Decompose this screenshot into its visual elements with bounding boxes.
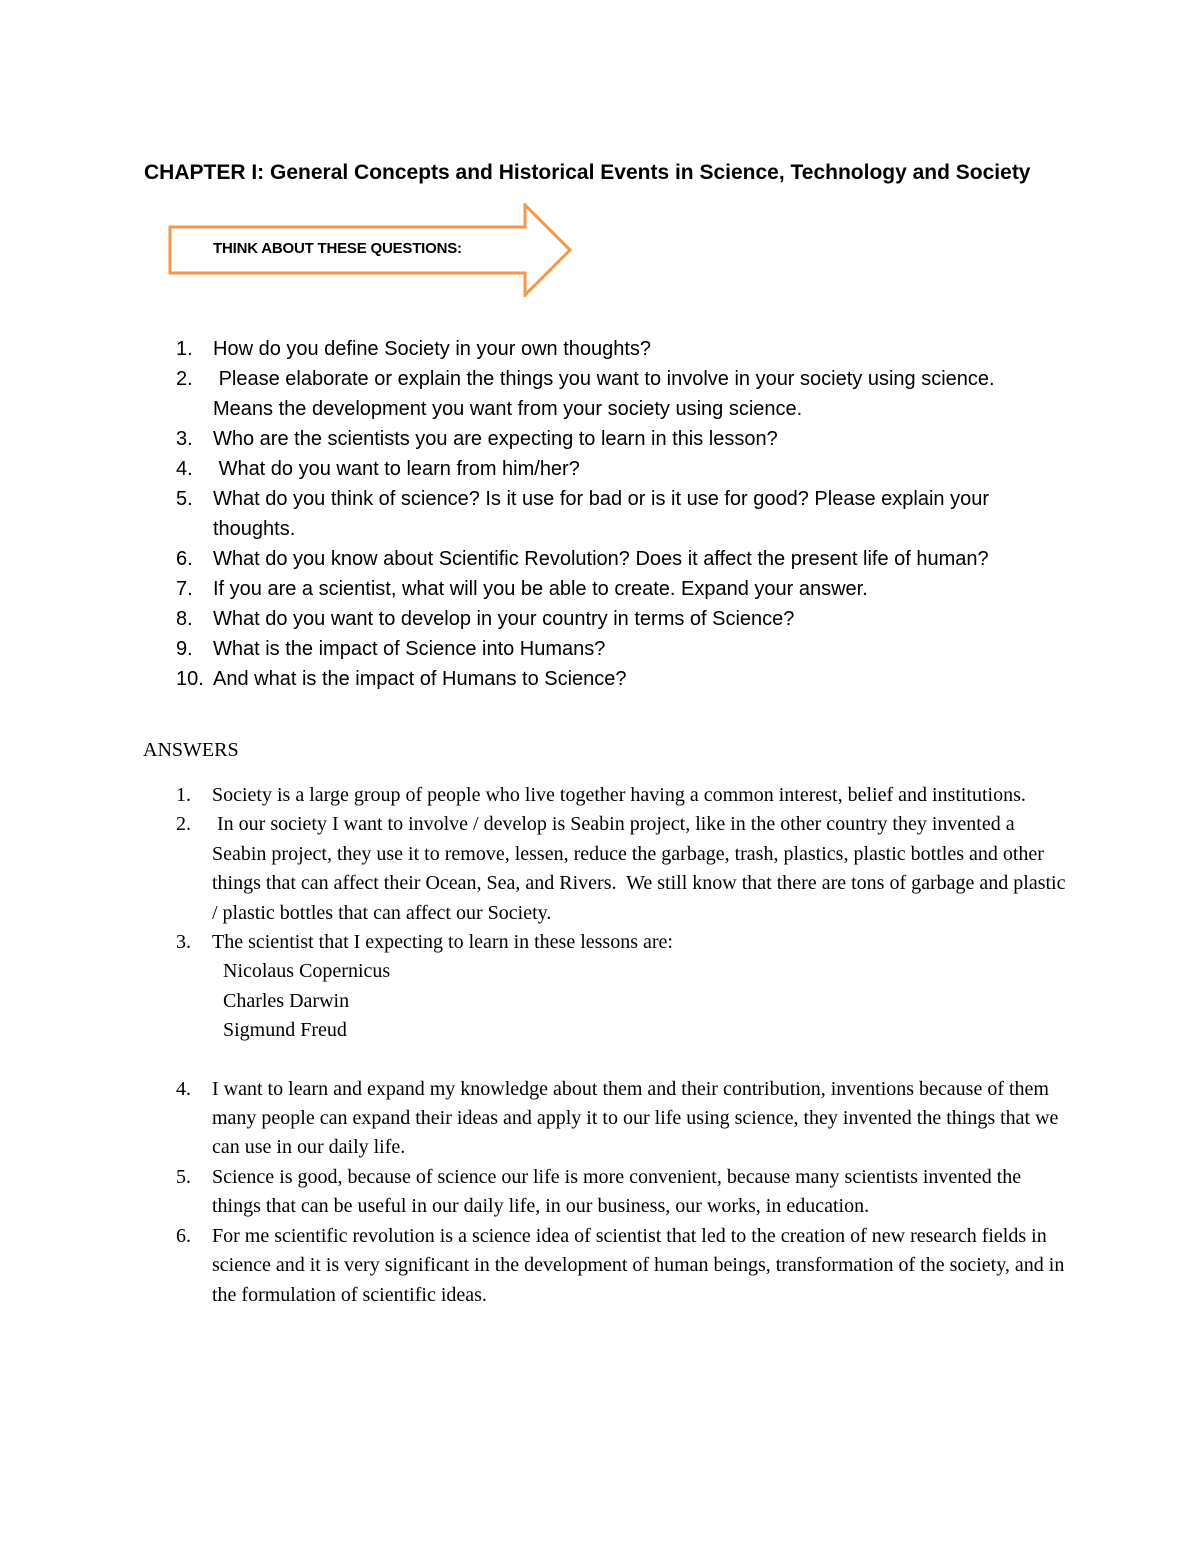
question-item [176, 544, 1056, 574]
answer-number: 6. [176, 1224, 191, 1247]
question-text: What do you know about Scientific Revolution? Does it affect the present life of human? [213, 548, 989, 570]
question-number: 8. [176, 608, 193, 630]
question-item [176, 574, 1056, 604]
question-item [176, 334, 1056, 364]
question-number: 5. [176, 488, 193, 510]
question-number: 10. [176, 668, 204, 690]
think-about-callout [168, 203, 574, 297]
answer-text: I want to learn and expand my knowledge about them and their contribution, inventions because of them many people can expand their ideas and apply it to our life using science, they invented the things that we can use in our daily life. [212, 1077, 1059, 1159]
question-text: Who are the scientists you are expecting to learn in this lesson? [213, 428, 778, 450]
chapter-title: CHAPTER I: General Concepts and Historical Events in Science, Technology and Society [144, 161, 1031, 184]
scientist-list [212, 957, 1066, 1045]
question-number: 7. [176, 578, 193, 600]
answer-text: Society is a large group of people who live together having a common interest, belief and institutions. [212, 784, 1026, 806]
answer-item [176, 1222, 1066, 1310]
question-text: What do you want to develop in your country in terms of Science? [213, 608, 795, 630]
questions-list [176, 334, 1056, 694]
answers-heading: ANSWERS [143, 739, 239, 761]
question-item [176, 664, 1056, 694]
scientist-name: Nicolaus Copernicus [223, 960, 391, 983]
question-number: 2. [176, 368, 193, 390]
question-number: 3. [176, 428, 193, 450]
question-text: And what is the impact of Humans to Science? [213, 668, 627, 690]
answer-text: Science is good, because of science our life is more convenient, because many scientists invented the things that can be useful in our daily life, in our business, our works, in education. [212, 1165, 1022, 1218]
answer-number: 1. [176, 784, 191, 806]
answer-text: For me scientific revolution is a science idea of scientist that led to the creation of new research fields in science and it is very significant in the development of human beings, transformation of the society, and in the formulation of scientific ideas. [212, 1224, 1065, 1306]
question-item [176, 364, 1056, 424]
answer-item [176, 1163, 1066, 1222]
question-number: 9. [176, 638, 193, 660]
answer-text: In our society I want to involve / develop is Seabin project, like in the other country they invented a Seabin project, they use it to remove, lessen, reduce the garbage, trash, plastics, plastic bottles and other things that can affect their Ocean, Sea, and Rivers. We still know that there are tons of garbage and plastic / plastic bottles that can affect our Society. [212, 813, 1071, 924]
answer-number: 2. [176, 813, 191, 836]
callout-label: THINK ABOUT THESE QUESTIONS: [213, 240, 462, 257]
answer-number: 5. [176, 1165, 191, 1188]
scientist-name: Charles Darwin [223, 989, 350, 1012]
question-text: Please elaborate or explain the things you want to involve in your society using science. Means the development you want from your society using science. [213, 368, 1001, 420]
question-item [176, 634, 1056, 664]
answer-body [212, 928, 1066, 1075]
answer-item [176, 810, 1071, 928]
question-text: What is the impact of Science into Humans? [213, 638, 606, 660]
question-number: 6. [176, 548, 193, 570]
question-text: How do you define Society in your own thoughts? [213, 338, 652, 360]
question-text: What do you want to learn from him/her? [213, 458, 580, 480]
question-text: If you are a scientist, what will you be able to create. Expand your answer. [213, 578, 868, 600]
question-item [176, 604, 1056, 634]
scientist-name: Sigmund Freud [223, 1019, 347, 1042]
answers-list [176, 781, 1071, 1310]
answer-item [176, 1075, 1066, 1163]
answer-number: 4. [176, 1077, 191, 1100]
question-number: 1. [176, 338, 193, 360]
question-item [176, 454, 1056, 484]
answer-number: 3. [176, 931, 191, 954]
answer-text: The scientist that I expecting to learn in these lessons are: [212, 931, 673, 954]
blank-line [212, 1046, 1066, 1075]
question-number: 4. [176, 458, 193, 480]
question-item [176, 424, 1056, 454]
answer-item [176, 781, 1066, 810]
question-text: What do you think of science? Is it use for bad or is it use for good? Please explain your thoughts. [213, 488, 989, 540]
question-item [176, 484, 1056, 544]
answer-item [176, 928, 1066, 1075]
